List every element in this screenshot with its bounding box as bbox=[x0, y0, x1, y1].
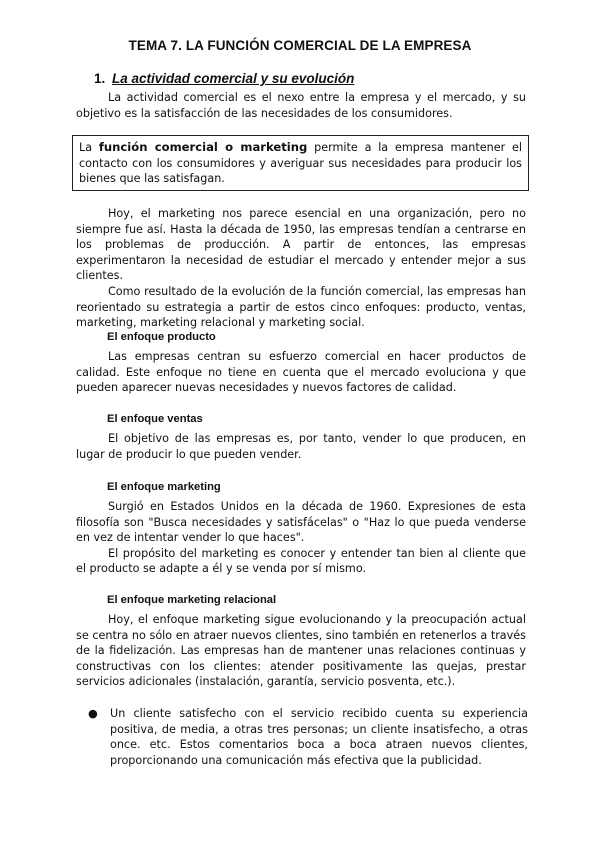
subheading-marketing: El enfoque marketing bbox=[107, 481, 221, 493]
definition-box bbox=[72, 135, 529, 191]
document-title: TEMA 7. LA FUNCIÓN COMERCIAL DE LA EMPRESA bbox=[128, 38, 472, 53]
section-heading bbox=[94, 71, 354, 86]
history-paragraph: Hoy, el marketing nos parece esencial en una organización, pero no siempre fue así. Hasta la década de 1950, las empresas tendían a centrarse en los problemas de producción. A partir de entonces, las empresas experimentaron la necesidad de estudiar el mercado y entender mejor a sus clientes. bbox=[76, 207, 526, 283]
producto-block bbox=[76, 349, 526, 396]
definition-term: función comercial o marketing bbox=[98, 140, 308, 154]
ventas-block bbox=[76, 431, 526, 462]
definition-prefix: La bbox=[79, 141, 99, 154]
subheading-producto: El enfoque producto bbox=[107, 331, 216, 343]
relacional-paragraph: Hoy, el enfoque marketing sigue evolucionando y la preocupación actual se centra no sólo en atraer nuevos clientes, sino también en retenerlos a través de la fidelización. Las empresas han de mantener unas relaciones continuas y constructivas con los clientes: atender positivamente las quejas, prestar servicios adicionales (instalación, garantía, servicio posventa, etc.). bbox=[76, 613, 526, 689]
history-block bbox=[76, 206, 526, 331]
intro-paragraph: La actividad comercial es el nexo entre la empresa y el mercado, y su objetivo es la satisfacción de las necesidades de los consumidores. bbox=[76, 91, 526, 120]
marketing-block bbox=[76, 499, 526, 577]
intro-block bbox=[76, 90, 526, 121]
relacional-block bbox=[76, 612, 526, 690]
approaches-paragraph: Como resultado de la evolución de la función comercial, las empresas han reorientado su estrategia a partir de estos cinco enfoques: producto, ventas, marketing, marketing relacional y marketing social. bbox=[76, 284, 526, 330]
subheading-ventas: El enfoque ventas bbox=[107, 413, 203, 425]
bullet-icon: ● bbox=[88, 707, 98, 720]
subheading-relacional: El enfoque marketing relacional bbox=[107, 594, 277, 606]
producto-paragraph: Las empresas centran su esfuerzo comercial en hacer productos de calidad. Este enfoque no tiene en cuenta que el mercado evoluciona y que pueden aparecer nuevas necesidades y nuevos factores de calidad. bbox=[76, 350, 526, 395]
definition-text: permite a la empresa mantener el contacto con los consumidores y averiguar sus necesidades para producir los bienes que las satisfagan. bbox=[79, 141, 522, 186]
marketing-paragraph-1: Surgió en Estados Unidos en la década de 1960. Expresiones de esta filosofía son "Busca necesidades y satisfácelas" o "Haz lo que pueda venderse en vez de intentar vender lo que haces". bbox=[76, 500, 526, 545]
marketing-paragraph-2: El propósito del marketing es conocer y entender tan bien al cliente que el producto se adapte a él y se venda por sí mismo. bbox=[76, 546, 526, 576]
ventas-paragraph: El objetivo de las empresas es, por tanto, vender lo que producen, en lugar de producir lo que pueden vender. bbox=[76, 432, 526, 461]
section-number: 1. bbox=[94, 71, 106, 86]
bullet-text: Un cliente satisfecho con el servicio recibido cuenta su experiencia positiva, de media, a otras tres personas; un cliente insatisfecho, a otras once. etc. Estos comentarios boca a boca atraen nuevos clientes, proporcionando una comunicación más efectiva que la publicidad. bbox=[110, 707, 528, 767]
section-heading-text: La actividad comercial y su evolución bbox=[112, 71, 355, 86]
